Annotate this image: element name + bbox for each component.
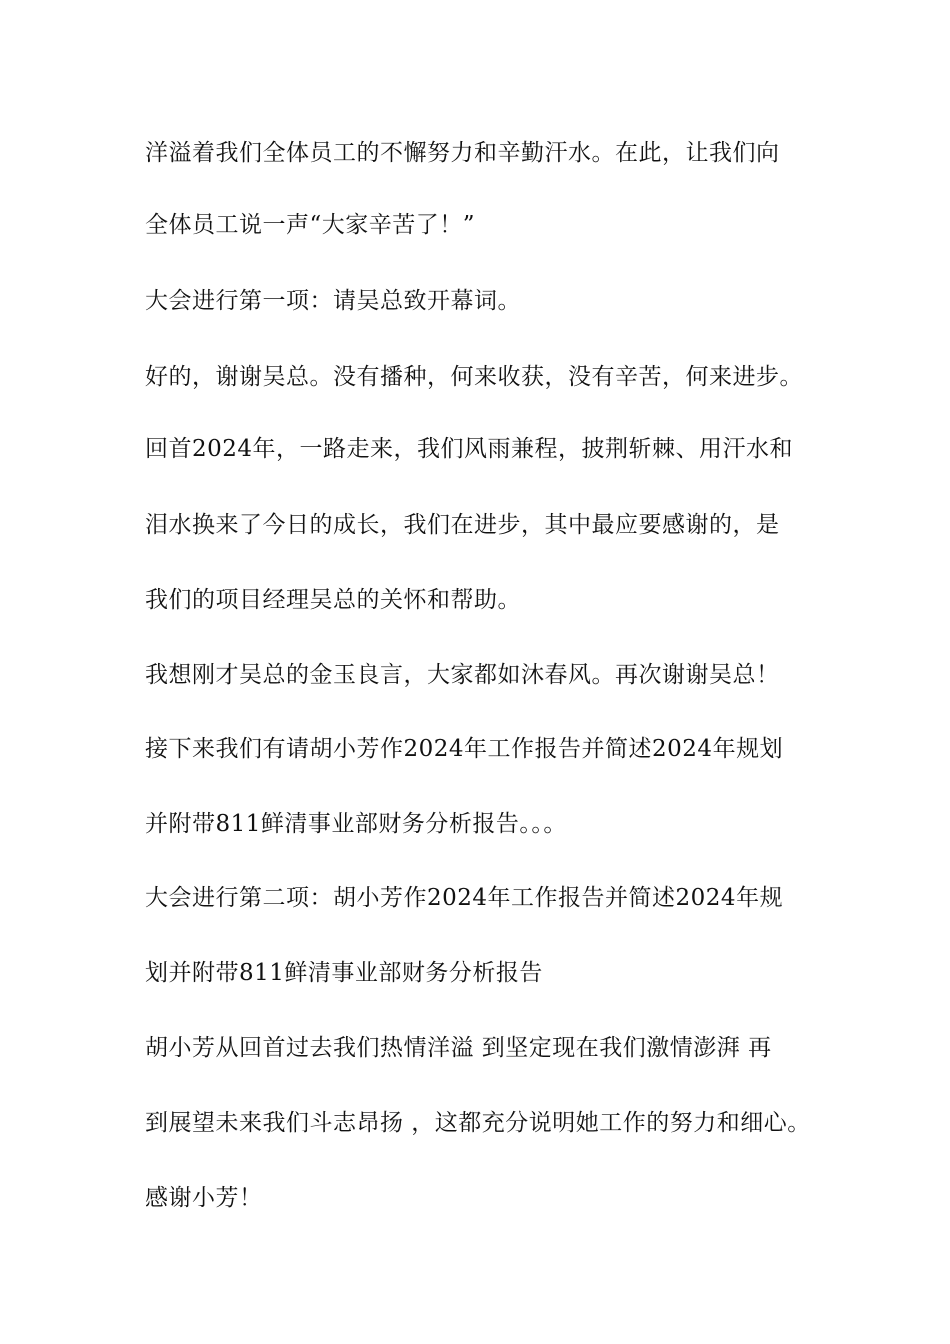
- text-line: 感谢小芳！: [145, 1185, 263, 1211]
- text-line: 洋溢着我们全体员工的不懈努力和辛勤汗水。在此，让我们向: [145, 140, 780, 166]
- text-line: 我想刚才吴总的金玉良言，大家都如沐春风。再次谢谢吴总！: [145, 662, 780, 688]
- text-line: 我们的项目经理吴总的关怀和帮助。: [145, 587, 521, 613]
- text-line: 并附带811鲜清事业部财务分析报告。。。: [145, 811, 567, 837]
- text-line: 接下来我们有请胡小芳作2024年工作报告并简述2024年规划: [145, 736, 784, 762]
- text-line: 划并附带811鲜清事业部财务分析报告: [145, 960, 543, 986]
- text-line: 全体员工说一声“大家辛苦了！”: [145, 212, 476, 238]
- text-line: 泪水换来了今日的成长，我们在进步，其中最应要感谢的，是: [145, 512, 780, 538]
- text-line: 到展望未来我们斗志昂扬 ，这都充分说明她工作的努力和细心。: [145, 1110, 811, 1136]
- text-line: 大会进行第一项：请吴总致开幕词。: [145, 288, 521, 314]
- text-line: 回首2024年，一路走来，我们风雨兼程，披荆斩棘、用汗水和: [145, 436, 794, 462]
- text-line: 胡小芳从回首过去我们热情洋溢 到坚定现在我们激情澎湃 再: [145, 1035, 772, 1061]
- text-line: 大会进行第二项：胡小芳作2024年工作报告并简述2024年规: [145, 885, 784, 911]
- text-line: 好的，谢谢吴总。没有播种，何来收获，没有辛苦，何来进步。: [145, 364, 803, 390]
